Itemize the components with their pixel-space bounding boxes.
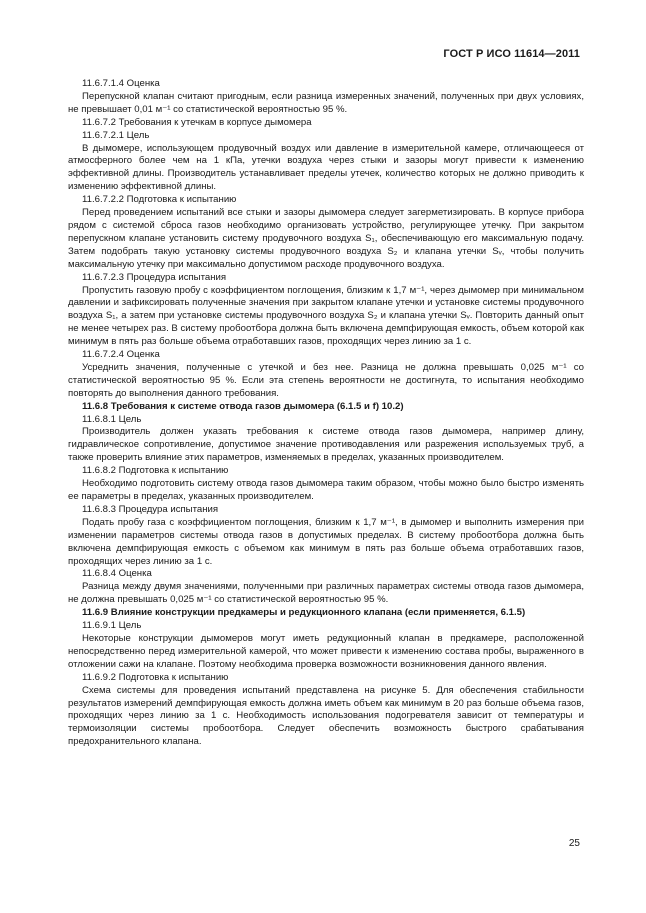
section-heading: 11.6.9.2 Подготовка к испытанию [82,671,229,683]
paragraph: Усреднить значения, полученные с утечкой и без нее. Разница не должна превышать 0,025 м⁻¹ со статистической вероятностью 95 %. Если эта степень вероятности не достигнута, то испытания необходимо повторять до выполнения данного требования. [68,361,584,399]
paragraph: Разница между двумя значениями, полученными при различных параметрах системы отвода газов дымомера, не должна превышать 0,025 м⁻¹ со статистической вероятностью 95 %. [68,581,584,606]
paragraph: В дымомере, использующем продувочный воздух или давление в измерительной камере, отличающееся от атмосферного более чем на 1 кПа, утечки воздуха через стыки и зазоры могут привести к изменению эффективной длины. Производитель устанавливает пределы утечек, количество которых не должно приводить к изменению эффективной длины. [68,142,584,193]
section-heading: 11.6.7.2 Требования к утечкам в корпусе дымомера [82,116,312,128]
section-heading: 11.6.8.3 Процедура испытания [82,503,219,515]
document-body [68,78,584,749]
section-heading: 11.6.7.2.3 Процедура испытания [82,271,227,283]
bold-section-heading: 11.6.9 Влияние конструкции предкамеры и редукционного клапана (если применяется, 6.1.5) [82,607,526,619]
bold-section-heading: 11.6.8 Требования к системе отвода газов дымомера (6.1.5 и f) 10.2) [82,400,404,412]
section-heading: 11.6.7.2.1 Цель [82,129,150,141]
section-heading: 11.6.8.4 Оценка [82,568,152,580]
paragraph: Перепускной клапан считают пригодным, если разница измеренных значений, полученных при двух условиях, не превышает 0,01 м⁻¹ со статистической вероятностью 95 %. [68,90,584,115]
paragraph: Подать пробу газа с коэффициентом поглощения, близким к 1,7 м⁻¹, в дымомер и выполнить измерения при изменении параметров системы отвода газов в допустимых пределах. В систему пробоотбора должна быть включена демпфирующая емкость с объемом как минимум в пять раз больше объема отработавших газов, проходящих через линию за 1 с. [68,516,584,567]
section-heading: 11.6.7.2.4 Оценка [82,349,160,361]
section-heading: 11.6.9.1 Цель [82,620,142,632]
section-heading: 11.6.7.1.4 Оценка [82,78,160,89]
paragraph: Необходимо подготовить систему отвода газов дымомера таким образом, чтобы можно было быстро изменять ее параметры в пределах, указанных производителем. [68,478,584,502]
section-heading: 11.6.8.2 Подготовка к испытанию [82,465,229,477]
paragraph: Схема системы для проведения испытаний представлена на рисунке 5. Для обеспечения стабильности результатов измерений демпфирующая емкость должна иметь объем как минимум в 20 раз больше объема газов, проходящих через линию за 1 с. Необходимость использования подогревателя зависит от температуры и термоизоляции системы пробоотбора. Следует обеспечить возможность быстрого срабатывания предохранительного клапана. [68,684,584,748]
page-number: 25 [568,838,580,849]
section-heading: 11.6.8.1 Цель [82,413,142,425]
paragraph: Перед проведением испытаний все стыки и зазоры дымомера следует загерметизировать. В корпусе прибора рядом с системой сброса газов необходимо организовать устройство, регулирующее утечку. При закрытом перепускном клапане установить систему продувочного воздуха S₁, обеспечивающую его максимальную подачу. Затем подобрать такую установку системы продувочного воздуха S₂ и клапана утечки Sᵥ, чтобы получить максимальную утечку при максимально допустимом расходе продувочного воздуха. [68,207,584,270]
paragraph: Пропустить газовую пробу с коэффициентом поглощения, близким к 1,7 м⁻¹, через дымомер при минимальном давлении и зафиксировать полученные значения при закрытом клапане утечки и установке системы продувочного воздуха S₁, а затем при установке системы продувочного воздуха S₂ и клапана утечки Sᵥ. Повторить данный опыт не менее четырех раз. В систему пробоотбора должна быть включена демпфирующая емкость, объем которой как минимум в пять раз больше объема отработавших газов, проходящих через линию за 1 с. [68,284,584,348]
paragraph: Некоторые конструкции дымомеров могут иметь редукционный клапан в предкамере, расположенной непосредственно перед измерительной камерой, что может привести к изменению состава пробы, выраженного в отложении сажи на клапане. Поэтому необходима проверка возможности возникновения данного явления. [68,632,584,670]
document-header: ГОСТ Р ИСО 11614—2011 [443,48,580,60]
section-heading: 11.6.7.2.2 Подготовка к испытанию [82,194,237,206]
paragraph: Производитель должен указать требования к системе отвода газов дымомера, например длину, гидравлическое сопротивление, допустимое значение противодавления или разрежения используемых труб, а также проверить влияние этих параметров, изменяемых в пределах, указанных производителем. [68,426,584,464]
